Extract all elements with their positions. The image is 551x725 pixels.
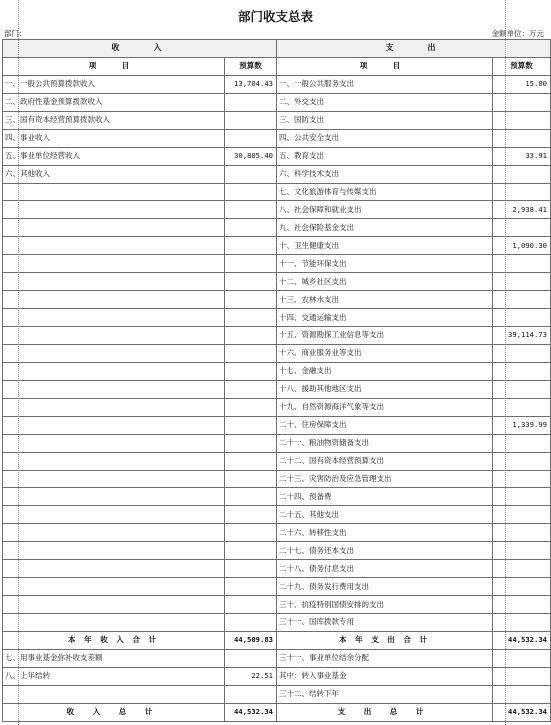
expense-amount-cell [493, 344, 551, 362]
table-row [3, 649, 551, 667]
income-item-cell [3, 488, 225, 506]
expense-item-cell: 九、社会保险基金支出 [277, 219, 493, 237]
table-row [3, 93, 551, 111]
table-row [3, 398, 551, 416]
expense-amount-cell [493, 362, 551, 380]
income-amount-cell [225, 237, 277, 255]
expense-amount-cell [493, 506, 551, 524]
expense-amount-cell [493, 380, 551, 398]
income-amount-cell: 22.51 [225, 667, 277, 685]
expense-amount-cell [493, 398, 551, 416]
grand-total-row [3, 703, 551, 721]
income-item-cell: 收 入 总 计 [3, 703, 225, 721]
expense-budget-header: 预算数 [493, 57, 551, 75]
income-amount-cell [225, 524, 277, 542]
expense-amount-cell [493, 309, 551, 327]
income-amount-cell [225, 380, 277, 398]
income-item-cell [3, 291, 225, 309]
section-header-row [3, 40, 551, 58]
expense-section-header: 支 出 [277, 40, 551, 58]
table-row [3, 416, 551, 434]
expense-item-cell: 三十一、事业单位结余分配 [277, 649, 493, 667]
expense-item-cell: 二十七、债务还本支出 [277, 542, 493, 560]
income-item-cell [3, 362, 225, 380]
income-amount-cell [225, 506, 277, 524]
unit-label: 金额单位：万元 [491, 29, 544, 38]
income-amount-cell [225, 273, 277, 291]
income-section-header: 收 入 [3, 40, 277, 58]
table-row [3, 201, 551, 219]
table-row [3, 291, 551, 309]
expense-item-cell: 二十四、预备费 [277, 488, 493, 506]
income-item-cell [3, 524, 225, 542]
income-item-cell [3, 201, 225, 219]
expense-amount-cell [493, 578, 551, 596]
income-item-cell: 五、事业单位经营收入 [3, 147, 225, 165]
expense-amount-cell [493, 291, 551, 309]
income-amount-cell [225, 111, 277, 129]
expense-amount-cell: 44,532.34 [493, 703, 551, 721]
expense-item-cell: 二十六、转移性支出 [277, 524, 493, 542]
page-break-guide [18, 0, 19, 725]
income-budget-header: 预算数 [225, 57, 277, 75]
income-amount-cell [225, 309, 277, 327]
table-row [3, 327, 551, 345]
dept-label: 部门: [4, 29, 22, 38]
expense-item-cell: 二十八、债务付息支出 [277, 560, 493, 578]
income-amount-cell [225, 542, 277, 560]
expense-item-cell: 十七、金融支出 [277, 362, 493, 380]
income-amount-cell [225, 416, 277, 434]
page-break-guide [505, 0, 506, 725]
income-item-cell [3, 560, 225, 578]
expense-item-cell: 三十二、结转下年 [277, 685, 493, 703]
expense-item-cell: 十一、节能环保支出 [277, 255, 493, 273]
expense-amount-cell [493, 165, 551, 183]
income-item-cell [3, 614, 225, 632]
expense-amount-cell: 15.00 [493, 75, 551, 93]
income-amount-cell [225, 327, 277, 345]
income-item-cell [3, 506, 225, 524]
expense-item-header: 项 目 [277, 57, 493, 75]
income-item-cell [3, 273, 225, 291]
table-row [3, 667, 551, 685]
expense-item-cell: 七、文化旅游体育与传媒支出 [277, 183, 493, 201]
table-row [3, 344, 551, 362]
income-item-cell [3, 237, 225, 255]
table-row [3, 75, 551, 93]
income-item-cell [3, 327, 225, 345]
table-row [3, 380, 551, 398]
income-item-cell [3, 596, 225, 614]
expense-amount-cell: 44,532.34 [493, 631, 551, 649]
table-row [3, 111, 551, 129]
table-row [3, 309, 551, 327]
expense-amount-cell [493, 183, 551, 201]
expense-amount-cell [493, 129, 551, 147]
income-item-cell: 八、上年结转 [3, 667, 225, 685]
table-row [3, 362, 551, 380]
income-amount-cell [225, 129, 277, 147]
income-amount-cell [225, 614, 277, 632]
expense-amount-cell [493, 542, 551, 560]
income-amount-cell [225, 488, 277, 506]
income-amount-cell [225, 398, 277, 416]
expense-amount-cell [493, 667, 551, 685]
expense-item-cell: 一、一般公共服务支出 [277, 75, 493, 93]
table-row [3, 596, 551, 614]
table-row [3, 237, 551, 255]
income-item-cell: 六、其他收入 [3, 165, 225, 183]
income-item-cell: 一、一般公共预算拨款收入 [3, 75, 225, 93]
expense-item-cell: 五、教育支出 [277, 147, 493, 165]
income-amount-cell [225, 344, 277, 362]
table-row [3, 524, 551, 542]
expense-amount-cell [493, 452, 551, 470]
expense-item-cell: 二十三、灾害防治及应急管理支出 [277, 470, 493, 488]
expense-item-cell: 十八、援助其他地区支出 [277, 380, 493, 398]
income-item-cell [3, 470, 225, 488]
expense-amount-cell [493, 614, 551, 632]
income-item-cell: 本 年 收 入 合 计 [3, 631, 225, 649]
income-item-cell [3, 344, 225, 362]
expense-item-cell: 二十一、粮油物资储备支出 [277, 434, 493, 452]
table-row [3, 560, 551, 578]
income-item-cell [3, 542, 225, 560]
expense-amount-cell: 33.91 [493, 147, 551, 165]
income-item-cell [3, 398, 225, 416]
table-row [3, 273, 551, 291]
expense-amount-cell [493, 488, 551, 506]
expense-item-cell: 二、外交支出 [277, 93, 493, 111]
expense-item-cell: 十二、城乡社区支出 [277, 273, 493, 291]
income-item-cell: 四、事业收入 [3, 129, 225, 147]
income-item-cell [3, 309, 225, 327]
expense-item-cell: 六、科学技术支出 [277, 165, 493, 183]
income-amount-cell [225, 93, 277, 111]
expense-item-cell: 其中：转入事业基金 [277, 667, 493, 685]
income-item-cell [3, 578, 225, 596]
income-amount-cell [225, 362, 277, 380]
expense-item-cell: 十九、自然资源海洋气象等支出 [277, 398, 493, 416]
expense-item-cell: 支 出 总 计 [277, 703, 493, 721]
table-row [3, 542, 551, 560]
expense-item-cell: 三、国防支出 [277, 111, 493, 129]
income-item-cell: 七、用事业基金弥补收支差额 [3, 649, 225, 667]
expense-item-cell: 十四、交通运输支出 [277, 309, 493, 327]
table-row [3, 470, 551, 488]
income-amount-cell [225, 470, 277, 488]
income-item-cell [3, 183, 225, 201]
table-row [3, 685, 551, 703]
income-amount-cell [225, 255, 277, 273]
income-amount-cell [225, 560, 277, 578]
table-row [3, 434, 551, 452]
income-item-cell: 三、国有资本经营预算拨款收入 [3, 111, 225, 129]
expense-item-cell: 十三、农林水支出 [277, 291, 493, 309]
report-title: 部门收支总表 [237, 9, 313, 24]
expense-item-cell: 二十、住房保障支出 [277, 416, 493, 434]
expense-item-cell: 八、社会保障和就业支出 [277, 201, 493, 219]
expense-amount-cell [493, 111, 551, 129]
income-item-cell [3, 219, 225, 237]
income-item-cell [3, 380, 225, 398]
income-amount-cell: 44,532.34 [225, 703, 277, 721]
expense-amount-cell [493, 273, 551, 291]
table-row [3, 183, 551, 201]
expense-item-cell: 二十二、国有资本经营预算支出 [277, 452, 493, 470]
expense-item-cell: 二十九、债务发行费用支出 [277, 578, 493, 596]
expense-amount-cell [493, 93, 551, 111]
table-row [3, 614, 551, 632]
expense-amount-cell [493, 470, 551, 488]
table-row [3, 578, 551, 596]
expense-item-cell: 十六、商业服务业等支出 [277, 344, 493, 362]
income-amount-cell [225, 219, 277, 237]
expense-item-cell: 十五、资源勘探工业信息等支出 [277, 327, 493, 345]
table-row [3, 488, 551, 506]
income-item-cell: 二、政府性基金预算拨款收入 [3, 93, 225, 111]
table-body [3, 40, 551, 722]
expense-amount-cell: 2,938.41 [493, 201, 551, 219]
income-amount-cell [225, 685, 277, 703]
income-amount-cell: 13,704.43 [225, 75, 277, 93]
expense-amount-cell [493, 560, 551, 578]
income-amount-cell: 44,509.83 [225, 631, 277, 649]
income-amount-cell [225, 183, 277, 201]
income-item-cell [3, 434, 225, 452]
expense-amount-cell [493, 649, 551, 667]
expense-amount-cell [493, 685, 551, 703]
income-amount-cell [225, 201, 277, 219]
expense-item-cell: 十、卫生健康支出 [277, 237, 493, 255]
income-amount-cell [225, 291, 277, 309]
table-row [3, 452, 551, 470]
income-item-cell [3, 685, 225, 703]
income-amount-cell [225, 452, 277, 470]
income-amount-cell [225, 649, 277, 667]
expense-amount-cell [493, 219, 551, 237]
income-amount-cell [225, 165, 277, 183]
expense-amount-cell [493, 255, 551, 273]
expense-item-cell: 三十一、国库拨款专用 [277, 614, 493, 632]
income-item-cell [3, 255, 225, 273]
income-amount-cell [225, 596, 277, 614]
table-row [3, 165, 551, 183]
income-item-cell [3, 452, 225, 470]
expense-amount-cell: 39,114.73 [493, 327, 551, 345]
table-row [3, 147, 551, 165]
income-item-cell [3, 416, 225, 434]
expense-item-cell: 二十五、其他支出 [277, 506, 493, 524]
table-row [3, 506, 551, 524]
expense-amount-cell: 1,339.99 [493, 416, 551, 434]
year-total-row [3, 631, 551, 649]
table-row [3, 255, 551, 273]
budget-summary-table [2, 39, 551, 722]
income-amount-cell [225, 434, 277, 452]
income-amount-cell: 30,805.40 [225, 147, 277, 165]
expense-amount-cell [493, 434, 551, 452]
expense-amount-cell: 1,090.30 [493, 237, 551, 255]
expense-amount-cell [493, 596, 551, 614]
table-row [3, 219, 551, 237]
expense-item-cell: 本 年 支 出 合 计 [277, 631, 493, 649]
income-item-header: 项 目 [3, 57, 225, 75]
table-row [3, 129, 551, 147]
income-amount-cell [225, 578, 277, 596]
expense-amount-cell [493, 524, 551, 542]
expense-item-cell: 三十、抗疫特别国债安排的支出 [277, 596, 493, 614]
expense-item-cell: 四、公共安全支出 [277, 129, 493, 147]
column-header-row [3, 57, 551, 75]
